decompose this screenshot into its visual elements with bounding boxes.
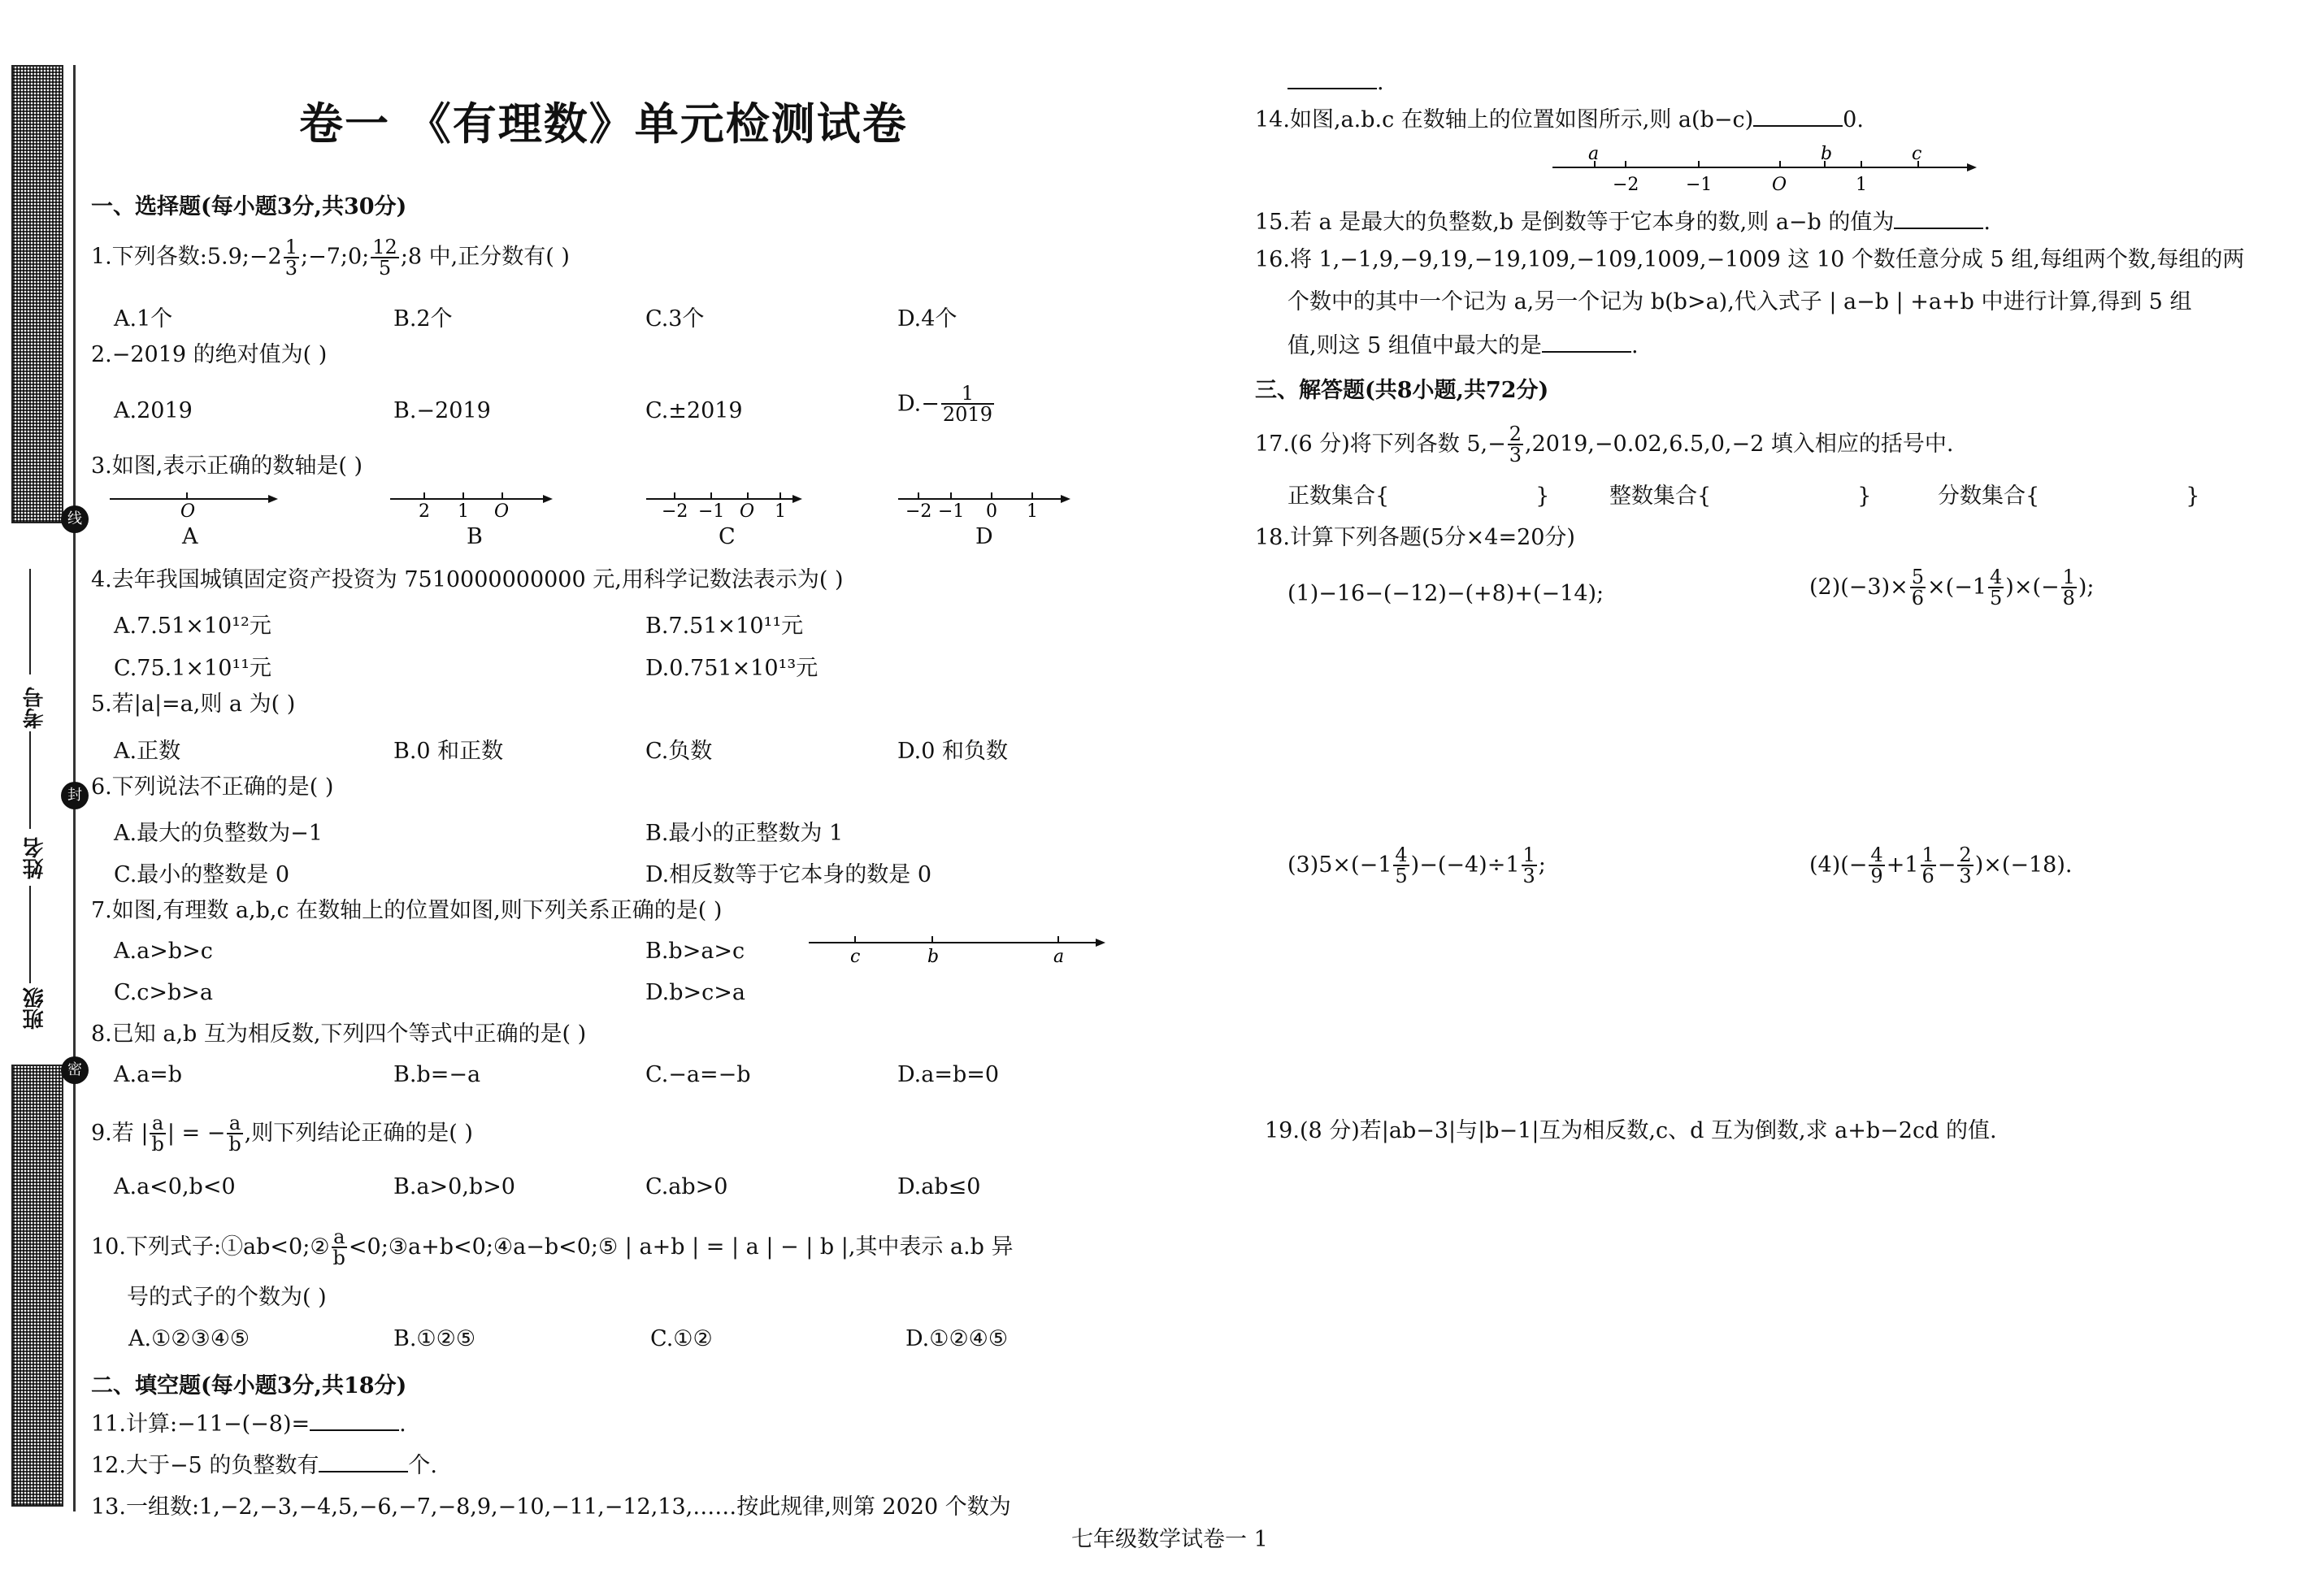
class-line — [29, 886, 31, 983]
q17-positive-set[interactable]: 正数集合{ } — [1287, 484, 1550, 509]
exam-number-label: 考号 — [23, 687, 47, 729]
q8-stem: 8.已知 a,b 互为相反数,下列四个等式中正确的是( ) — [91, 1021, 587, 1047]
q2-stem: 2.−2019 的绝对值为( ) — [91, 342, 328, 367]
q3-number-lines — [106, 484, 1105, 549]
q10-option-b[interactable]: B.①②⑤ — [393, 1326, 476, 1351]
q1-text: 1.下列各数:5.9;−2 — [91, 244, 282, 270]
q16-line-1: 16.将 1,−1,9,−9,19,−19,109,−109,1009,−1009 这 10 个数任意分成 5 组,每组两个数,每组的两 — [1255, 247, 2245, 272]
q16-line-2: 个数中的其中一个记为 a,另一个记为 b(b>a),代入式子 | a−b | +a+b 中进行计算,得到 5 组 — [1287, 289, 2192, 314]
q17-stem: 17.(6 分)将下列各数 5,− $\frac{2}{3}$ ,2019,−0.02,6.5,0,−2 填入相应的括号中. — [1255, 423, 1954, 466]
svg-text:−2: −2 — [905, 501, 932, 522]
q3-option-d[interactable]: D — [975, 524, 993, 549]
q7-label-b: b — [927, 947, 940, 967]
q16-line-3: 值,则这 5 组值中最大的是 . — [1287, 330, 1639, 360]
q2-d-frac: $\frac{1}{2019}$ — [942, 382, 992, 426]
q9-option-c[interactable]: C.ab>0 — [645, 1174, 728, 1199]
q10-stem-line2: 号的式子的个数为( ) — [127, 1285, 327, 1310]
svg-text:1: 1 — [1856, 175, 1867, 195]
section-3-heading: 三、解答题(共8小题,共72分) — [1255, 378, 1549, 403]
q7-option-a[interactable]: A.a>b>c — [114, 939, 213, 964]
q17-fraction-set[interactable]: 分数集合{ } — [1938, 484, 2200, 509]
q10-frac: $\frac{a}{b}$ — [332, 1225, 345, 1269]
q12-stem: 12.大于−5 的负整数有 个. — [91, 1450, 437, 1480]
q6-option-a[interactable]: A.最大的负整数为−1 — [114, 821, 323, 846]
page-title: 卷一 《有理数》单元检测试卷 — [299, 98, 908, 150]
axis-b — [390, 492, 553, 522]
svg-text:1: 1 — [1027, 501, 1038, 522]
q4-option-b[interactable]: B.7.51×10¹¹元 — [645, 614, 804, 639]
q5-option-d[interactable]: D.0 和负数 — [897, 739, 1009, 764]
svg-text:−2: −2 — [662, 501, 688, 522]
q1-mid: ;−7;0; — [300, 244, 370, 270]
q3-option-c[interactable]: C — [719, 524, 736, 549]
axis-d — [898, 492, 1070, 522]
q8-option-a[interactable]: A.a=b — [114, 1062, 183, 1087]
class-label: 班级 — [23, 987, 47, 1030]
svg-text:O: O — [494, 501, 510, 522]
q7-label-c: c — [850, 947, 861, 967]
q5-option-b[interactable]: B.0 和正数 — [393, 739, 504, 764]
q4-option-d[interactable]: D.0.751×10¹³元 — [645, 656, 818, 681]
q1-option-d[interactable]: D.4个 — [897, 306, 957, 332]
svg-text:−2: −2 — [1613, 175, 1639, 195]
q13-answer-blank[interactable] — [1287, 68, 1377, 89]
q11-stem: 11.计算:−11−(−8)= . — [91, 1408, 406, 1438]
svg-text:−1: −1 — [938, 501, 965, 522]
q14-stem: 14.如图,a.b.c 在数轴上的位置如图所示,则 a(b−c) 0. — [1255, 104, 1864, 134]
q2-option-a[interactable]: A.2019 — [114, 398, 193, 423]
q10-option-c[interactable]: C.①② — [650, 1326, 713, 1351]
seal-mark-secret: 密 — [61, 1056, 89, 1084]
q2-option-d[interactable]: D.− $\frac{1}{2019}$ — [897, 382, 992, 426]
q5-option-a[interactable]: A.正数 — [114, 739, 181, 764]
q7-option-b[interactable]: B.b>a>c — [645, 939, 745, 964]
q9-option-a[interactable]: A.a<0,b<0 — [114, 1174, 236, 1199]
q17-frac: $\frac{2}{3}$ — [1509, 423, 1522, 466]
svg-text:0: 0 — [986, 501, 997, 522]
name-label: 姓名 — [23, 837, 47, 879]
q3-option-a[interactable]: A — [182, 524, 198, 549]
seal-mark-seal: 封 — [61, 782, 89, 809]
q7-stem: 7.如图,有理数 a,b,c 在数轴上的位置如图,则下列关系正确的是( ) — [91, 898, 723, 923]
q4-stem: 4.去年我国城镇固定资产投资为 7510000000000 元,用科学记数法表示为( ) — [91, 567, 844, 592]
q18-part-3: (3)5×(−1 $\frac{4}{5}$ )−(−4)÷1 $\frac{1}{3}$ ; — [1287, 844, 1546, 887]
q6-option-c[interactable]: C.最小的整数是 0 — [114, 862, 290, 887]
svg-text:−1: −1 — [1686, 175, 1713, 195]
q9-frac-1: $\frac{a}{b}$ — [151, 1112, 164, 1156]
q1-stem — [91, 237, 570, 278]
q9-option-b[interactable]: B.a>0,b>0 — [393, 1174, 515, 1199]
q4-option-c[interactable]: C.75.1×10¹¹元 — [114, 656, 272, 681]
q3-option-b[interactable]: B — [467, 524, 483, 549]
q18-stem: 18.计算下列各题(5分×4=20分) — [1255, 525, 1575, 550]
q14-label-b: b — [1821, 144, 1833, 164]
q7-number-line — [805, 933, 1114, 974]
q13-stem: 13.一组数:1,−2,−3,−4,5,−6,−7,−8,9,−10,−11,−12,13,……按此规律,则第 2020 个数为 — [91, 1494, 1011, 1520]
svg-text:2: 2 — [419, 501, 430, 522]
q1-option-b[interactable]: B.2个 — [393, 306, 453, 332]
q8-option-d[interactable]: D.a=b=0 — [897, 1062, 1000, 1087]
svg-text:O: O — [740, 501, 755, 522]
q14-answer-blank[interactable] — [1753, 104, 1843, 127]
q5-stem: 5.若|a|=a,则 a 为( ) — [91, 692, 296, 717]
axis-c — [646, 492, 802, 522]
section-1-heading: 一、选择题(每小题3分,共30分) — [91, 194, 407, 219]
q14-number-line — [1544, 141, 1983, 198]
q15-answer-blank[interactable] — [1894, 206, 1983, 229]
svg-text:1: 1 — [458, 501, 469, 522]
q11-answer-blank[interactable] — [310, 1408, 399, 1431]
seal-mark-line: 线 — [61, 505, 89, 533]
exam-number-line — [29, 569, 31, 674]
q16-answer-blank[interactable] — [1542, 330, 1631, 353]
q1-frac-2: $\frac{12}{5}$ — [372, 236, 397, 280]
svg-text:O: O — [1772, 175, 1787, 195]
q10-option-a[interactable]: A.①②③④⑤ — [128, 1326, 250, 1351]
binding-pattern-top — [11, 65, 63, 523]
svg-text:−1: −1 — [698, 501, 725, 522]
q2-option-b[interactable]: B.−2019 — [393, 398, 491, 423]
q9-stem: 9.若 | $\frac{a}{b}$ | = − $\frac{a}{b}$ ,则下列结论正确的是( ) — [91, 1112, 473, 1156]
q17-integer-set[interactable]: 整数集合{ } — [1609, 484, 1872, 509]
q10-option-d[interactable]: D.①②④⑤ — [905, 1326, 1009, 1351]
q7-option-d[interactable]: D.b>c>a — [645, 980, 746, 1005]
page-footer: 七年级数学试卷一 1 — [1071, 1527, 1268, 1552]
q4-option-a[interactable]: A.7.51×10¹²元 — [114, 614, 271, 639]
q14-label-c: c — [1912, 144, 1922, 164]
q1-frac-1: $\frac{1}{3}$ — [284, 236, 297, 280]
q7-label-a: a — [1053, 947, 1065, 967]
q9-frac-2: $\frac{a}{b}$ — [228, 1112, 241, 1156]
q1-option-a[interactable]: A.1个 — [114, 306, 173, 332]
q6-option-d[interactable]: D.相反数等于它本身的数是 0 — [645, 862, 932, 887]
q8-option-c[interactable]: C.−a=−b — [645, 1062, 751, 1087]
svg-text:1: 1 — [775, 501, 786, 522]
q18-part-1: (1)−16−(−12)−(+8)+(−14); — [1287, 581, 1604, 606]
q10-stem: 10.下列式子:①ab<0;② $\frac{a}{b}$ <0;③a+b<0;④a−b<0;⑤ | a+b | = | a | − | b |,其中表示 a.b 异 — [91, 1225, 1014, 1269]
q19-stem: 19.(8 分)若|ab−3|与|b−1|互为相反数,c、d 互为倒数,求 a+b−2cd 的值. — [1265, 1118, 1997, 1143]
q6-stem: 6.下列说法不正确的是( ) — [91, 774, 334, 800]
q13-continued: . — [1287, 68, 1384, 97]
q3-stem: 3.如图,表示正确的数轴是( ) — [91, 453, 363, 479]
q12-answer-blank[interactable] — [319, 1450, 408, 1472]
name-line — [29, 731, 31, 829]
binding-pattern-bottom — [11, 1065, 63, 1507]
section-2-heading: 二、填空题(每小题3分,共18分) — [91, 1373, 407, 1399]
q9-option-d[interactable]: D.ab≤0 — [897, 1174, 981, 1199]
q2-option-c[interactable]: C.±2019 — [645, 398, 743, 423]
q1-option-c[interactable]: C.3个 — [645, 306, 705, 332]
q15-stem: 15.若 a 是最大的负整数,b 是倒数等于它本身的数,则 a−b 的值为 . — [1255, 206, 1991, 236]
axis-a — [110, 492, 278, 522]
svg-text:O: O — [180, 501, 196, 522]
q18-part-4: (4)(− $\frac{4}{9}$ +1 $\frac{1}{6}$ − $\frac{2}{3}$ )×(−18). — [1809, 844, 2073, 887]
q5-option-c[interactable]: C.负数 — [645, 739, 713, 764]
q14-label-a: a — [1588, 144, 1600, 164]
q8-option-b[interactable]: B.b=−a — [393, 1062, 481, 1087]
q6-option-b[interactable]: B.最小的正整数为 1 — [645, 821, 844, 846]
q18-part-2: (2)(−3)× $\frac{5}{6}$ ×(−1 $\frac{4}{5}$ )×(− $\frac{1}{8}$ ); — [1809, 566, 2095, 609]
q7-option-c[interactable]: C.c>b>a — [114, 980, 214, 1005]
q1-end: ;8 中,正分数有( ) — [400, 244, 570, 270]
